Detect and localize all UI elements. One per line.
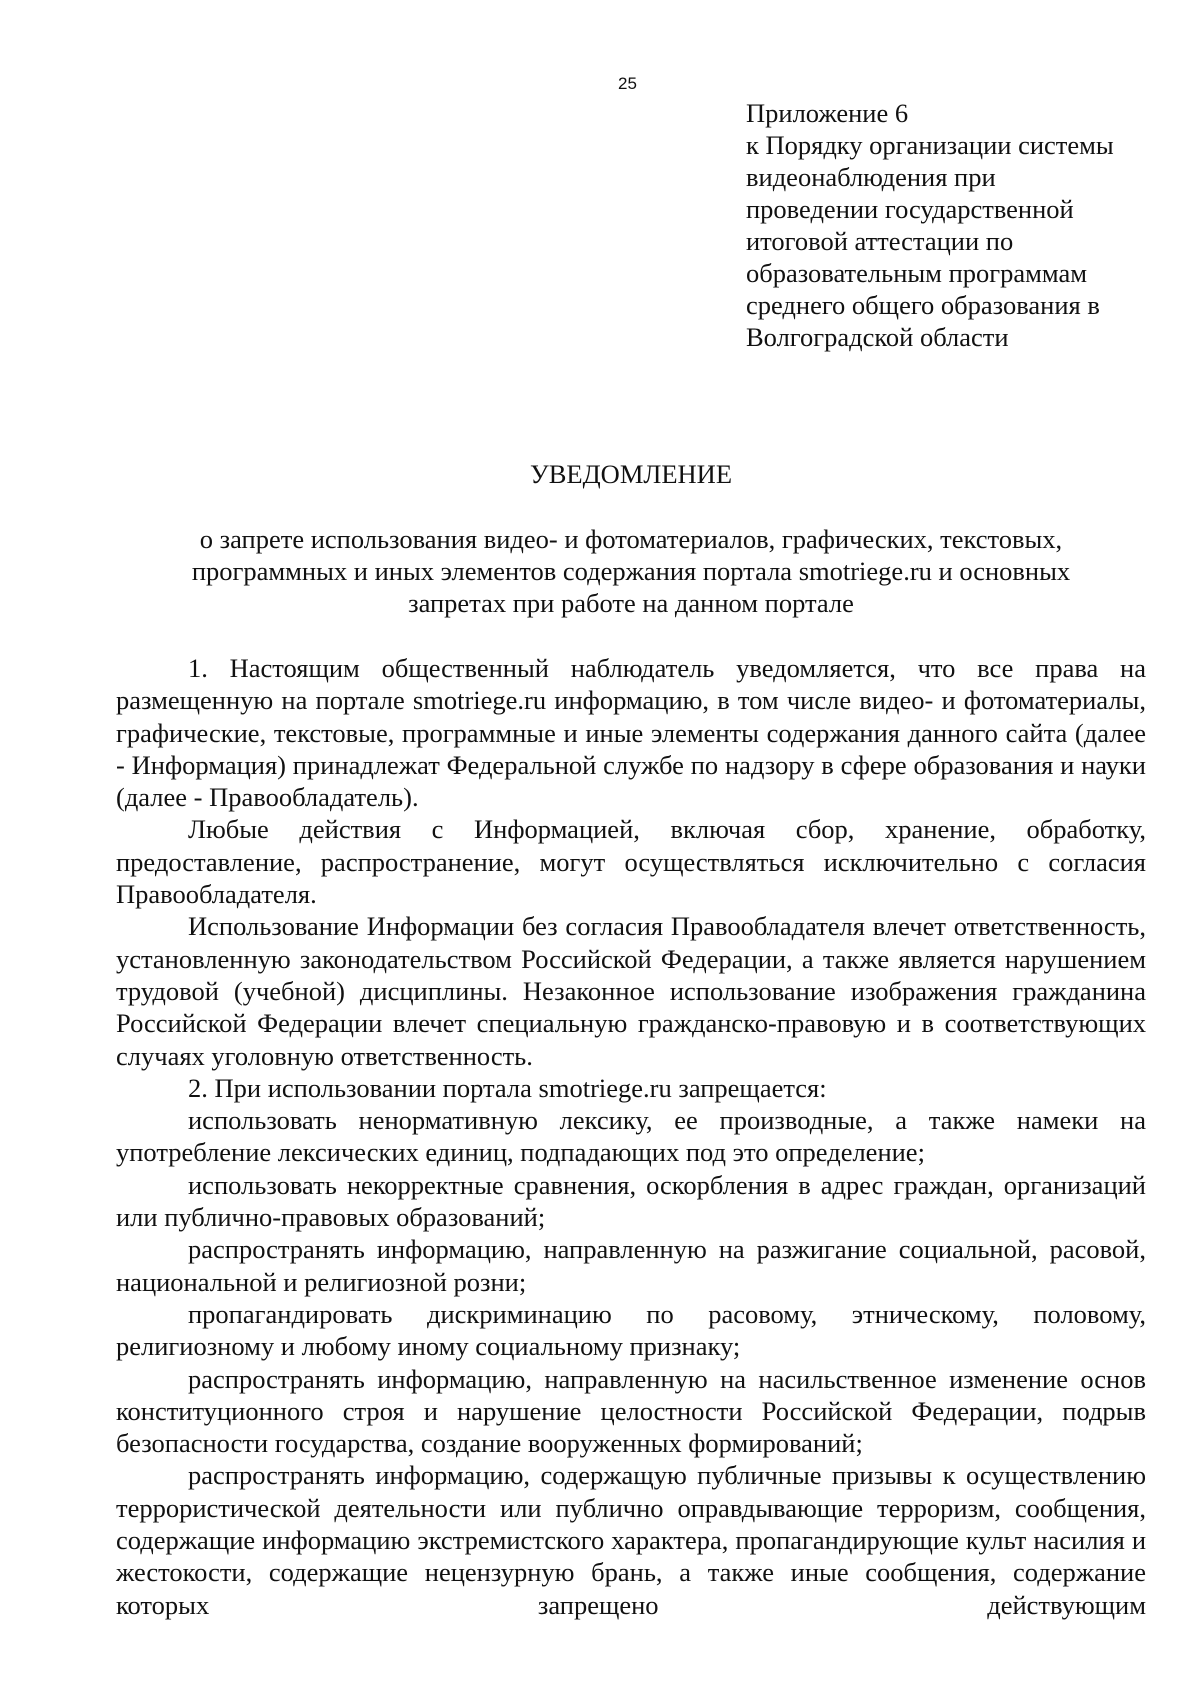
document-body xyxy=(116,652,1146,1621)
prohibition-item: использовать ненормативную лексику, ее производные, а также намеки на употребление лексических единиц, подпадающих под это определение; xyxy=(116,1105,1146,1168)
appendix-line: образовательным программам xyxy=(746,258,1088,288)
appendix-line: итоговой аттестации по xyxy=(746,226,1014,256)
appendix-line: к Порядку организации системы xyxy=(746,130,1114,160)
appendix-line: проведении государственной xyxy=(746,194,1074,224)
paragraph-rights: 1. Настоящим общественный наблюдатель уведомляется, что все права на размещенную на портале smotriege.ru информацию, в том числе видео- и фотоматериалы, графические, текстовые, программные и иные элементы содержания данного сайта (далее - Информация) принадлежат Федеральной службе по надзору в сфере образования и науки (далее - Правообладатель). xyxy=(116,653,1146,813)
page-number: 25 xyxy=(618,74,637,93)
appendix-line: Волгоградской области xyxy=(746,322,1009,352)
document-subtitle xyxy=(0,523,1200,619)
subtitle-line: программных и иных элементов содержания портала smotriege.ru и основных xyxy=(191,556,1071,586)
subtitle-line: о запрете использования видео- и фотоматериалов, графических, текстовых, xyxy=(199,524,1063,554)
prohibition-item: распространять информацию, содержащую публичные призывы к осуществлению террористической деятельности или публично оправдывающие терроризм, сообщения, содержащие информацию экстремистского характера, пропагандирующие культ насилия и жестокости, содержащие нецензурную брань, а также иные сообщения, содержание которых запрещено действующим xyxy=(116,1460,1146,1620)
paragraph-prohibitions-intro: 2. При использовании портала smotriege.ru запрещается: xyxy=(188,1072,827,1103)
appendix-line: Приложение 6 xyxy=(746,98,909,128)
paragraph-actions: Любые действия с Информацией, включая сбор, хранение, обработку, предоставление, распространение, могут осуществляться исключительно с согласия Правообладателя. xyxy=(116,814,1146,910)
prohibition-item: использовать некорректные сравнения, оскорбления в адрес граждан, организаций или публично-правовых образований; xyxy=(116,1169,1146,1233)
paragraph-liability: Использование Информации без согласия Правообладателя влечет ответственность, установленную законодательством Российской Федерации, а также является нарушением трудовой (учебной) дисциплины. Незаконное использование изображения гражданина Российской Федерации влечет специальную гражданско-правовую и в соответствующих случаях уголовную ответственность. xyxy=(116,911,1146,1071)
appendix-line: среднего общего образования в xyxy=(746,290,1100,320)
prohibition-item: распространять информацию, направленную на разжигание социальной, расовой, национальной и религиозной розни; xyxy=(116,1234,1146,1297)
prohibition-item: пропагандировать дискриминацию по расовому, этническому, половому, религиозному и любому иному социальному признаку; xyxy=(116,1298,1146,1362)
document-title: УВЕДОМЛЕНИЕ xyxy=(529,459,733,489)
appendix-header xyxy=(746,97,1166,353)
appendix-line: видеонаблюдения при xyxy=(746,162,996,192)
subtitle-line: запретах при работе на данном портале xyxy=(408,588,854,618)
prohibition-item: распространять информацию, направленную на насильственное изменение основ конституционного строя и нарушение целостности Российской Федерации, подрыв безопасности государства, создание вооруженных формирований; xyxy=(116,1363,1146,1459)
